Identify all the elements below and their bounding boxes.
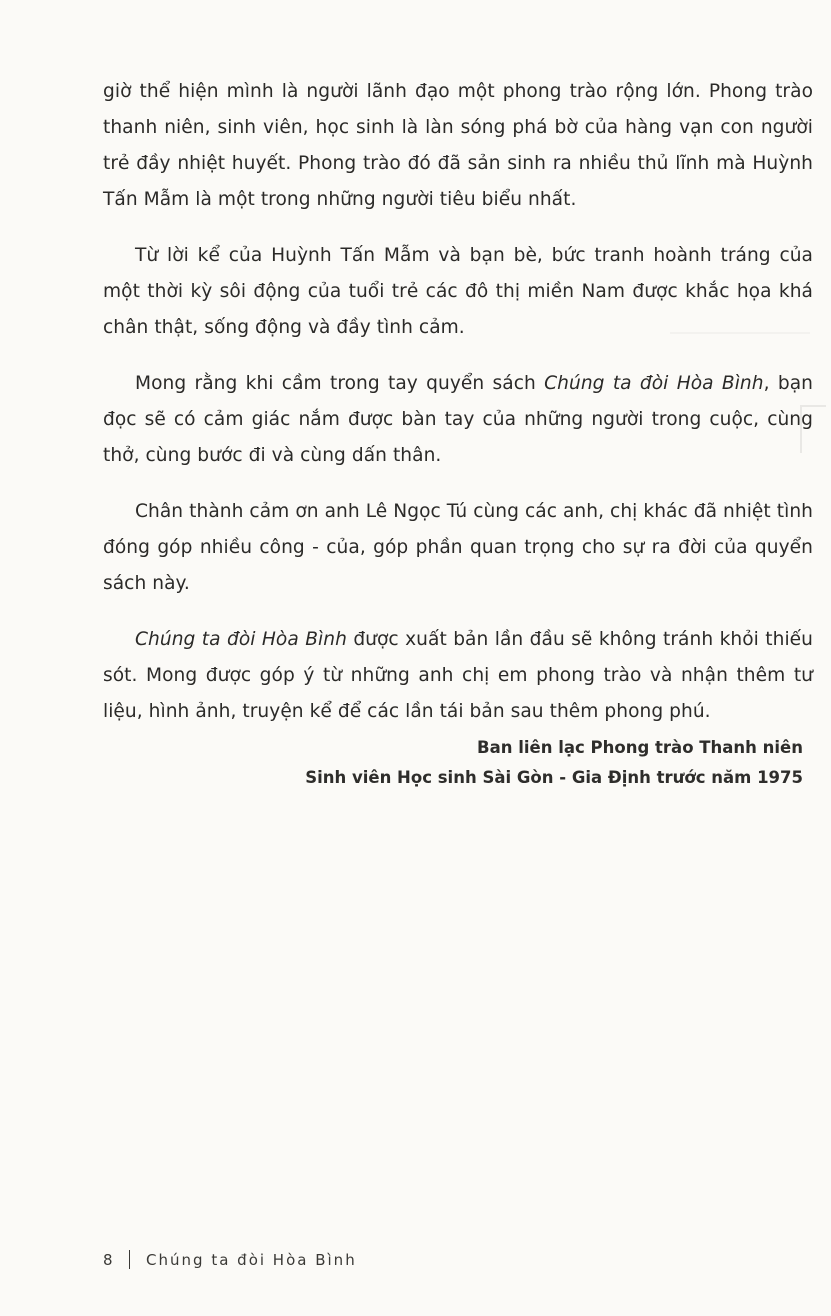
paragraph-2-text: Từ lời kể của Huỳnh Tấn Mẫm và bạn bè, bức tranh hoành tráng của một thời kỳ sôi động của tuổi trẻ các đô thị miền Nam được khắc họa khá chân thật, sống động và đầy tình cảm. xyxy=(103,245,813,338)
paragraph-3-text-before: Mong rằng khi cầm trong tay quyển sách xyxy=(135,373,545,394)
signature-line-2: Sinh viên Học sinh Sài Gòn - Gia Định trước năm 1975 xyxy=(305,768,803,787)
body-text xyxy=(103,74,813,750)
book-title-italic: Chúng ta đòi Hòa Bình xyxy=(135,629,347,650)
running-title: Chúng ta đòi Hòa Bình xyxy=(146,1250,357,1269)
signature-block xyxy=(305,733,803,793)
page-footer xyxy=(103,1250,357,1269)
footer-separator xyxy=(129,1250,131,1269)
signature-line-1: Ban liên lạc Phong trào Thanh niên xyxy=(477,738,803,757)
book-title-italic: Chúng ta đòi Hòa Bình xyxy=(544,373,764,394)
paragraph-1-text: giờ thể hiện mình là người lãnh đạo một phong trào rộng lớn. Phong trào thanh niên, sinh viên, học sinh là làn sóng phá bờ của hàng vạn con người trẻ đầy nhiệt huyết. Phong trào đó đã sản sinh ra nhiều thủ lĩnh mà Huỳnh Tấn Mẫm là một trong những người tiêu biểu nhất. xyxy=(103,81,813,210)
paragraph-2 xyxy=(103,238,813,346)
paragraph-4-text: Chân thành cảm ơn anh Lê Ngọc Tú cùng các anh, chị khác đã nhiệt tình đóng góp nhiều công - của, góp phần quan trọng cho sự ra đời của quyển sách này. xyxy=(103,501,813,594)
paragraph-5 xyxy=(103,622,813,730)
paragraph-3-text-after: , bạn đọc sẽ có cảm giác nắm được bàn tay của những người trong cuộc, cùng thở, cùng bước đi và cùng dấn thân. xyxy=(103,373,813,466)
paragraph-1 xyxy=(103,74,813,218)
page-number: 8 xyxy=(103,1250,115,1269)
paragraph-3 xyxy=(103,366,813,474)
paragraph-5-text-after: được xuất bản lần đầu sẽ không tránh khỏi thiếu sót. Mong được góp ý từ những anh chị em phong trào và nhận thêm tư liệu, hình ảnh, truyện kể để các lần tái bản sau thêm phong phú. xyxy=(103,629,813,722)
paragraph-4 xyxy=(103,494,813,602)
